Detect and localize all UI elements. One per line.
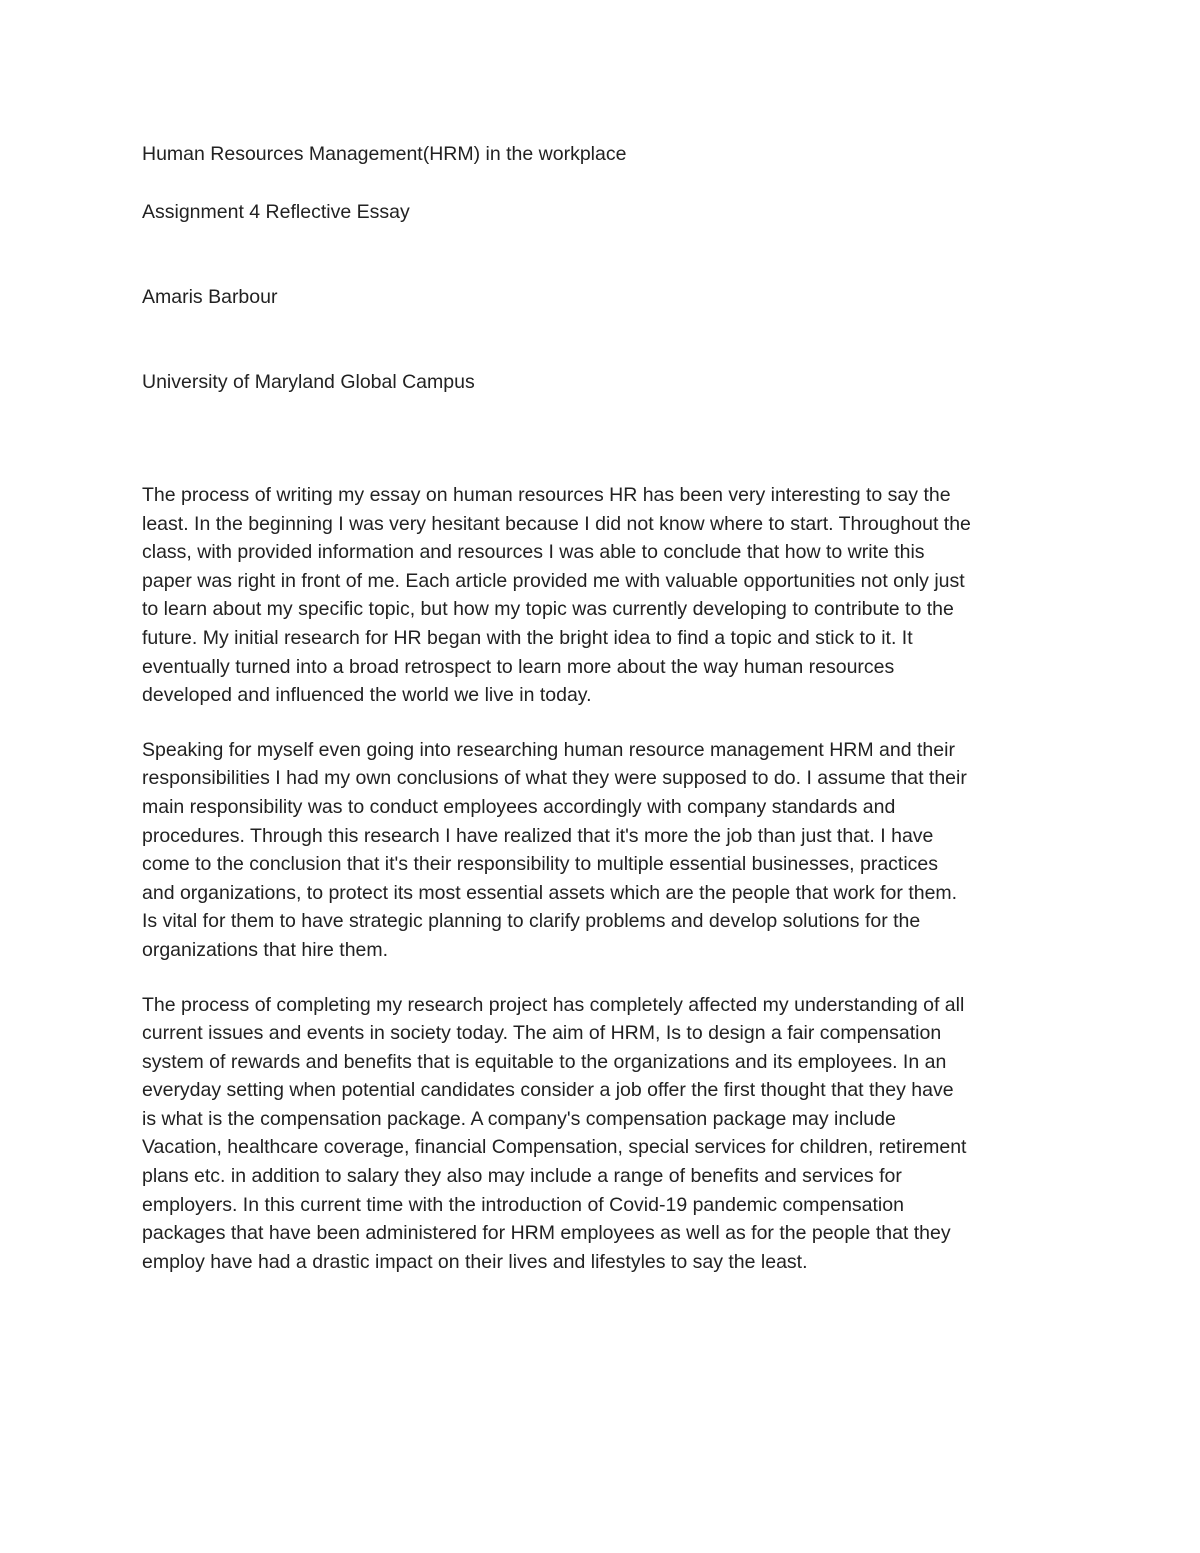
document-title: Human Resources Management(HRM) in the workplace — [142, 143, 627, 165]
text-line: is what is the compensation package. A company's compensation package may include — [142, 1107, 896, 1130]
text-line: to learn about my specific topic, but how my topic was currently developing to contribute to the — [142, 598, 954, 621]
text-line: Speaking for myself even going into researching human resource management HRM and their — [142, 738, 955, 761]
text-line: class, with provided information and resources I was able to conclude that how to write this — [142, 541, 925, 564]
assignment-label: Assignment 4 Reflective Essay — [142, 201, 410, 223]
text-line: system of rewards and benefits that is equitable to the organizations and its employees. In an — [142, 1050, 947, 1073]
text-line: everyday setting when potential candidates consider a job offer the first thought that they have — [142, 1079, 954, 1102]
text-line: Vacation, healthcare coverage, financial Compensation, special services for children, retirement — [142, 1136, 967, 1159]
text-line: employ have had a drastic impact on their lives and lifestyles to say the least. — [142, 1250, 808, 1273]
text-line: plans etc. in addition to salary they also may include a range of benefits and services for — [142, 1165, 902, 1188]
text-line: responsibilities I had my own conclusions of what they were supposed to do. I assume that their — [142, 767, 967, 790]
text-line: least. In the beginning I was very hesitant because I did not know where to start. Throughout the — [142, 512, 971, 535]
institution-name: University of Maryland Global Campus — [142, 371, 475, 393]
text-line: come to the conclusion that it's their responsibility to multiple essential businesses, practices — [142, 853, 939, 876]
text-line: The process of completing my research project has completely affected my understanding of all — [142, 993, 965, 1016]
paragraph — [142, 991, 1067, 1277]
text-line: organizations that hire them. — [142, 938, 389, 961]
text-line: eventually turned into a broad retrospect to learn more about the way human resources — [142, 655, 895, 678]
essay-body — [142, 481, 1067, 1302]
text-line: Is vital for them to have strategic planning to clarify problems and develop solutions for the — [142, 910, 921, 933]
text-line: The process of writing my essay on human resources HR has been very interesting to say the — [142, 484, 951, 506]
paragraph — [142, 481, 1067, 710]
text-line: employers. In this current time with the introduction of Covid-19 pandemic compensation — [142, 1193, 904, 1216]
text-line: main responsibility was to conduct employees accordingly with company standards and — [142, 795, 896, 818]
text-line: future. My initial research for HR began with the bright idea to find a topic and stick to it. It — [142, 626, 913, 649]
text-line: and organizations, to protect its most essential assets which are the people that work for them. — [142, 881, 958, 904]
text-line: current issues and events in society today. The aim of HRM, Is to design a fair compensation — [142, 1022, 942, 1045]
text-line: packages that have been administered for HRM employees as well as for the people that they — [142, 1222, 951, 1245]
text-line: paper was right in front of me. Each article provided me with valuable opportunities not only just — [142, 569, 965, 592]
text-line: developed and influenced the world we live in today. — [142, 684, 592, 707]
author-name: Amaris Barbour — [142, 286, 278, 308]
text-line: procedures. Through this research I have realized that it's more the job than just that. I have — [142, 824, 934, 847]
paragraph — [142, 736, 1067, 965]
